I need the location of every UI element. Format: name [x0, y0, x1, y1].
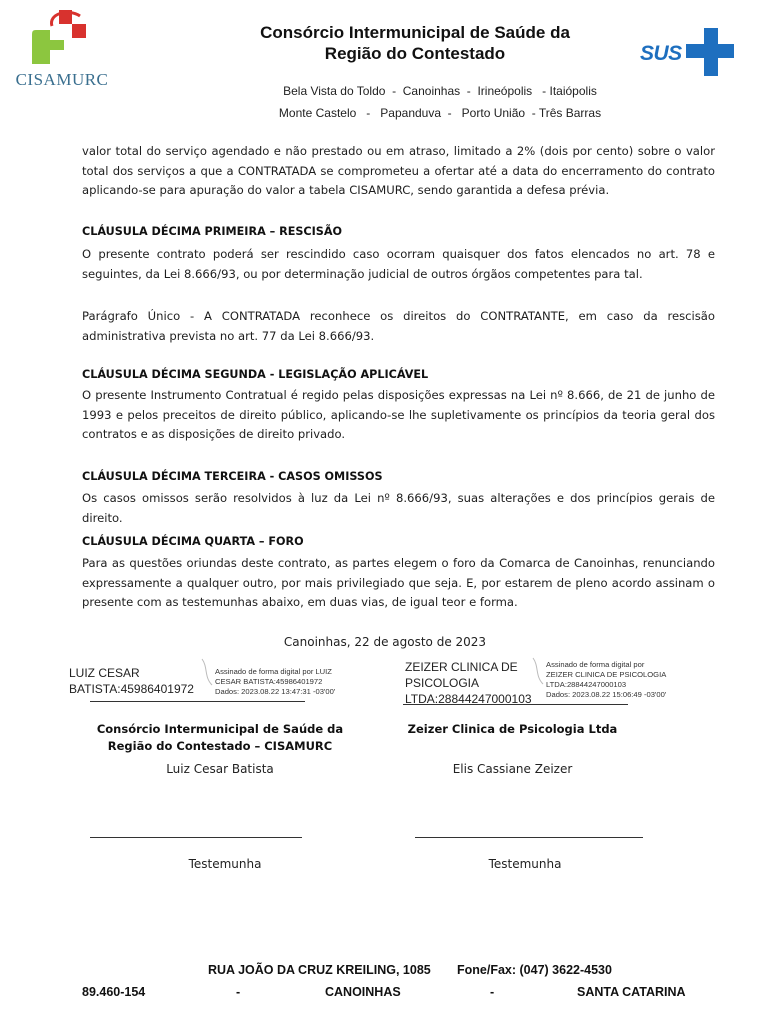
witness-label-right: Testemunha [488, 857, 562, 871]
right-signer-name: ZEIZER CLINICA DE PSICOLOGIA LTDA:28844247000103 [405, 660, 532, 706]
paragraph-clause-12: O presente Instrumento Contratual é regido pelas disposições expressas na Lei nº 8.666, de 21 de junho de 1993 e pelos preceitos de direito público, aplicando-se lhe supletivamente os princípios da teoria geral dos contratos e as disposições de direito privado. [82, 388, 715, 441]
footer-city: CANOINHAS [325, 985, 401, 999]
sus-logo [640, 28, 745, 78]
cisamurc-logo [12, 6, 112, 96]
heading-clause-14: CLÁUSULA DÉCIMA QUARTA – FORO [82, 535, 304, 548]
footer-separator-1: - [236, 985, 241, 999]
right-signature-mark-icon [531, 656, 545, 686]
paragraph-clause-11: O presente contrato poderá ser rescindido caso ocorram quaisquer dos fatos elencados no art. 78 e seguintes, da Lei 8.666/93, ou por determinação judicial de outros órgãos competentes para tal. [82, 247, 715, 281]
title-line-1: Consórcio Intermunicipal de Saúde da [260, 23, 570, 42]
right-person-name: Elis Cassiane Zeizer [452, 762, 573, 776]
witness-line-right [415, 837, 643, 838]
left-signer-name: LUIZ CESAR BATISTA:45986401972 [69, 666, 194, 696]
paragraph-clause-13: Os casos omissos serão resolvidos à luz da Lei nº 8.666/93, suas alterações e dos princípios gerais de direito. [82, 491, 715, 525]
left-digital-signature: Assinado de forma digital por LUIZ CESAR BATISTA:45986401972 Dados: 2023.08.22 13:47:31 -03'00' [215, 667, 336, 696]
heading-clause-12: CLÁUSULA DÉCIMA SEGUNDA - LEGISLAÇÃO APLICÁVEL [82, 368, 429, 381]
page-title [230, 22, 600, 64]
left-signature-line [90, 701, 305, 702]
cities-line-2: Monte Castelo - Papanduva - Porto União - Três Barras [278, 106, 602, 120]
witness-label-left: Testemunha [188, 857, 262, 871]
footer-cep: 89.460-154 [82, 985, 146, 999]
logo-text: CISAMURC [15, 70, 109, 89]
paragraph-single: Parágrafo Único - A CONTRATADA reconhece os direitos do CONTRATANTE, em caso da rescisão administrativa prevista no art. 77 da Lei 8.666/93. [82, 309, 715, 343]
footer-phone: Fone/Fax: (047) 3622-4530 [457, 963, 612, 977]
right-org-name: Zeizer Clinica de Psicologia Ltda [407, 722, 618, 736]
paragraph-clause-14: Para as questões oriundas deste contrato, as partes elegem o foro da Comarca de Canoinhas, renunciando expressamente a qualquer outro, por mais privilegiado que seja. E, por estarem de pleno acordo assinam o presente com as testemunhas abaixo, em duas vias, de igual teor e forma. [82, 556, 715, 609]
sus-text: SUS [640, 42, 682, 65]
left-person-name: Luiz Cesar Batista [166, 762, 274, 776]
title-line-2: Região do Contestado [324, 44, 506, 63]
witness-line-left [90, 837, 302, 838]
paragraph-intro: valor total do serviço agendado e não prestado ou em atraso, limitado a 2% (dois por cento) sobre o valor total dos serviços a que a CONTRATADA se comprometeu a ofertar até a data do encerramento do contrato aplicando-se para apuração do valor a tabela CISAMURC, sendo garantida a defesa prévia. [82, 144, 715, 197]
footer-separator-2: - [490, 985, 495, 999]
health-cross-icon [28, 6, 90, 68]
cities-line-1: Bela Vista do Toldo - Canoinhas - Irineópolis - Itaiópolis [283, 84, 597, 98]
heading-clause-11: CLÁUSULA DÉCIMA PRIMEIRA – RESCISÃO [82, 225, 343, 238]
footer-state: SANTA CATARINA [577, 985, 686, 999]
right-signature-line [403, 704, 628, 705]
right-digital-signature: Assinado de forma digital por ZEIZER CLINICA DE PSICOLOGIA LTDA:28844247000103 Dados: 2023.08.22 15:06:49 -03'00' [546, 660, 667, 699]
left-org-name: Consórcio Intermunicipal de Saúde da Região do Contestado – CISAMURC [96, 722, 344, 753]
left-signature-mark-icon [200, 657, 214, 687]
date-line: Canoinhas, 22 de agosto de 2023 [283, 635, 487, 649]
footer-address: RUA JOÃO DA CRUZ KREILING, 1085 [208, 963, 431, 977]
heading-clause-13: CLÁUSULA DÉCIMA TERCEIRA - CASOS OMISSOS [82, 470, 383, 483]
